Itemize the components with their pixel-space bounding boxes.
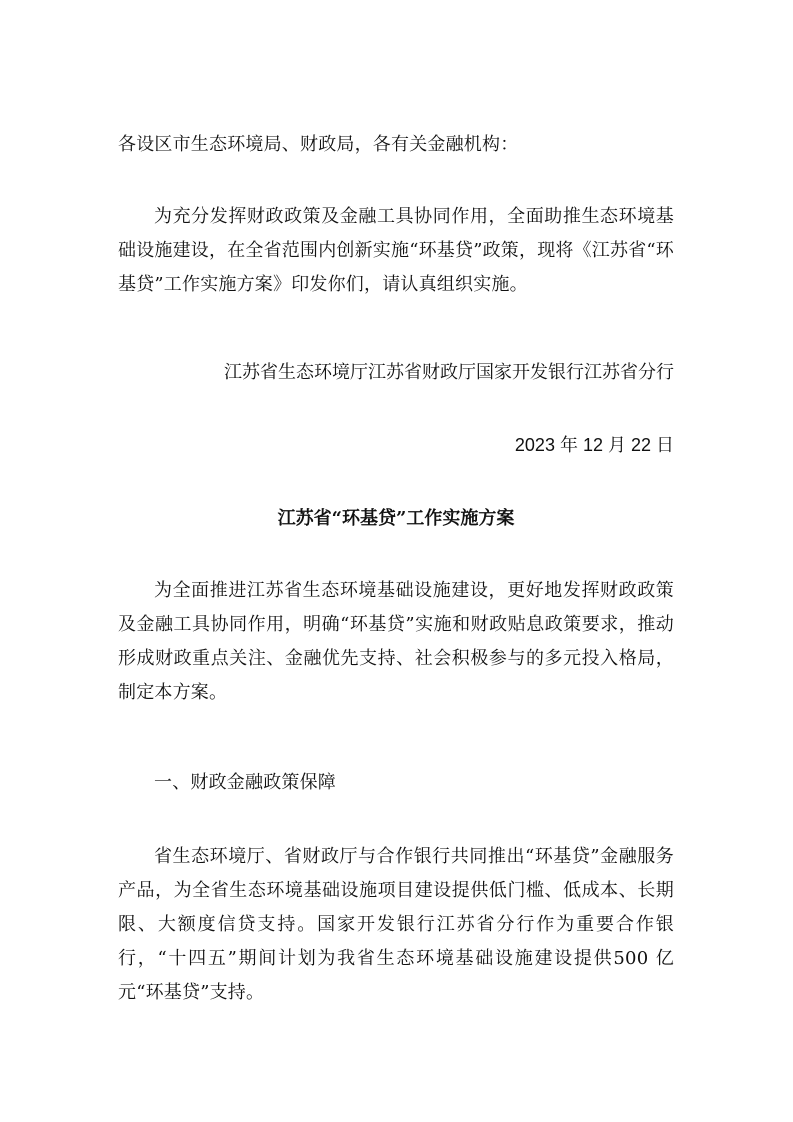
section-heading-1: 一、财政金融政策保障	[154, 772, 336, 793]
intro-paragraph: 为充分发挥财政政策及金融工具协同作用，全面助推生态环境基础设施建设，在全省范围内创新实施“环基贷”政策，现将《江苏省“环基贷”工作实施方案》印发你们，请认真组织实施。	[118, 206, 675, 295]
document-title: 江苏省“环基贷”工作实施方案	[277, 508, 515, 529]
issue-date: 2023 年 12 月 22 日	[514, 435, 674, 455]
issuers-signature: 江苏省生态环境厅江苏省财政厅国家开发银行江苏省分行	[224, 362, 674, 383]
section-1-paragraph: 省生态环境厅、省财政厅与合作银行共同推出“环基贷”金融服务产品，为全省生态环境基础设施项目建设提供低门槛、低成本、长期限、大额度信贷支持。国家开发银行江苏省分行作为重要合作银行，“十四五”期间计划为我省生态环境基础设施建设提供500 亿元“环基贷”支持。	[118, 846, 674, 1003]
salutation: 各设区市生态环境局、财政局，各有关金融机构：	[118, 134, 519, 155]
purpose-paragraph: 为全面推进江苏省生态环境基础设施建设，更好地发挥财政政策及金融工具协同作用，明确“环基贷”实施和财政贴息政策要求，推动形成财政重点关注、金融优先支持、社会积极参与的多元投入格局，制定本方案。	[118, 580, 674, 703]
